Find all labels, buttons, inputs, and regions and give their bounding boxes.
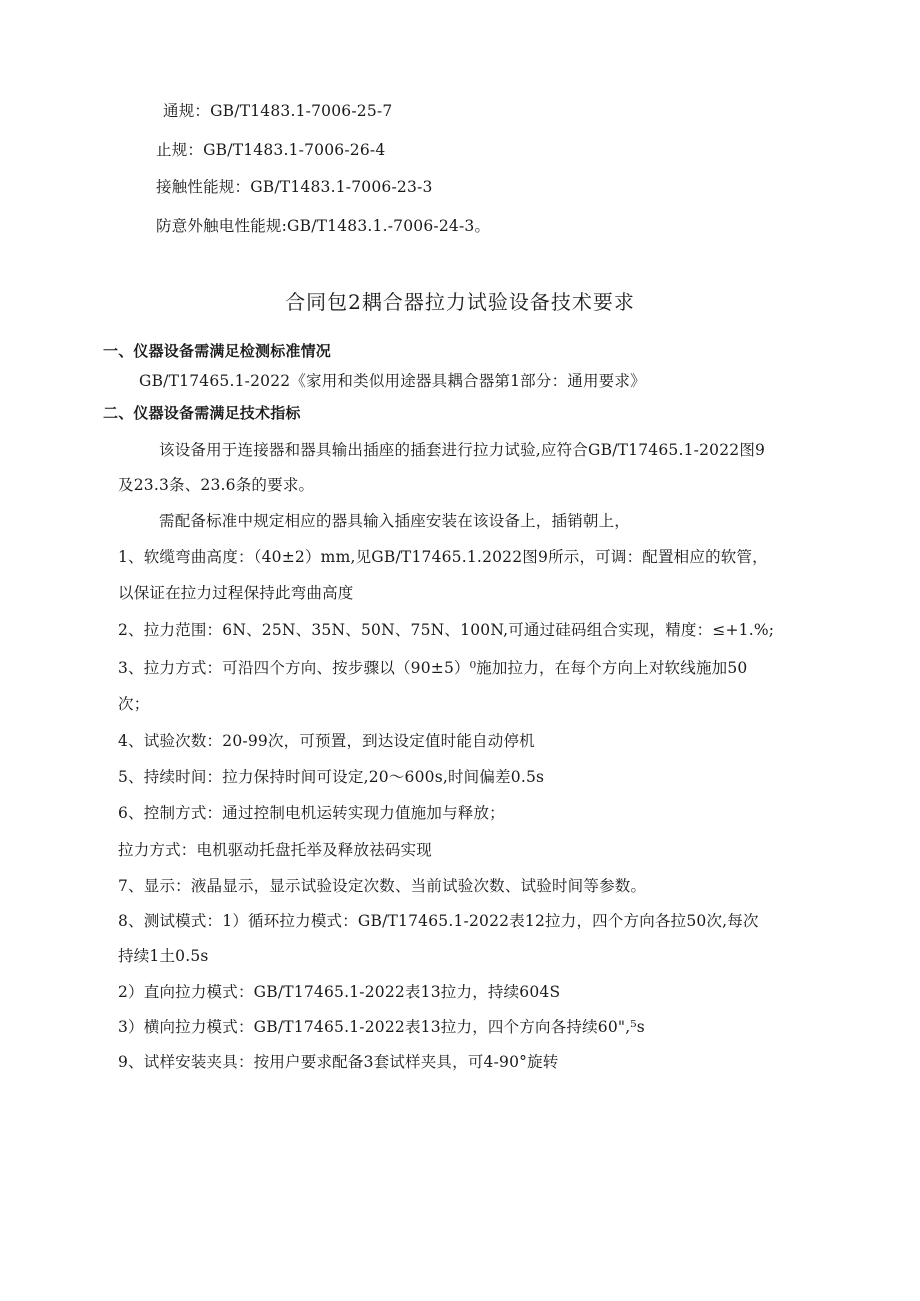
spec-item: 次； [118,695,150,713]
spec-item: 4、试验次数：20-99次，可预置，到达设定值时能自动停机 [118,732,535,750]
heading-specs: 二、仪器设备需满足技术指标 [103,404,301,422]
paragraph-line: 该设备用于连接器和器具输出插座的插套进行拉力试验,应符合GB/T17465.1-2022图9 [159,441,766,459]
paragraph-line: 需配备标准中规定相应的器具输入插座安装在该设备上，插销朝上， [159,512,631,530]
spec-item: 5、持续时间：拉力保持时间可设定,20～600s,时间偏差0.5s [118,768,545,786]
spec-item: 9、试样安装夹具：按用户要求配备3套试样夹具，可4-90°旋转 [118,1053,559,1071]
standard-reference: GB/T17465.1-2022《家用和类似用途器具耦合器第1部分：通用要求》 [139,372,646,390]
spec-item: 6、控制方式：通过控制电机运转实现力值施加与释放； [118,804,505,822]
gauge-line: 通规：GB/T1483.1-7006-25-7 [163,102,393,120]
gauge-line: 止规：GB/T1483.1-7006-26-4 [156,141,386,159]
section-title: 合同包2耦合器拉力试验设备技术要求 [285,290,635,314]
gauge-line: 防意外触电性能规:GB/T1483.1.-7006-24-3。 [156,217,491,235]
spec-item: 1、软缆弯曲高度：（40±2）mm,见GB/T17465.1.2022图9所示，可调：配置相应的软管， [118,548,768,566]
spec-item: 2）直向拉力模式：GB/T17465.1-2022表13拉力，持续604S [118,983,561,1001]
spec-item: 8、测试模式：1）循环拉力模式：GB/T17465.1-2022表12拉力，四个方向各拉50次,每次 [118,912,759,930]
spec-item: 持续1土0.5s [118,947,209,965]
spec-item: 以保证在拉力过程保持此弯曲高度 [118,584,354,602]
spec-item: 拉力方式：电机驱动托盘托举及释放祛码实现 [118,841,433,859]
spec-item: 7、显示：液晶显示，显示试验设定次数、当前试验次数、试验时间等参数。 [118,877,647,895]
heading-standards: 一、仪器设备需满足检测标准情况 [103,342,332,360]
paragraph-line: 及23.3条、23.6条的要求。 [118,476,315,494]
spec-item: 3、拉力方式：可沿四个方向、按步骤以（90±5）⁰施加拉力，在每个方向上对软线施加50 [118,659,748,677]
gauge-line: 接触性能规：GB/T1483.1-7006-23-3 [156,178,433,196]
spec-item: 3）横向拉力模式：GB/T17465.1-2022表13拉力，四个方向各持续60",⁵s [118,1018,645,1036]
spec-item: 2、拉力范围：6N、25N、35N、50N、75N、100N,可通过硅码组合实现，精度：≤+1.%; [118,621,775,639]
